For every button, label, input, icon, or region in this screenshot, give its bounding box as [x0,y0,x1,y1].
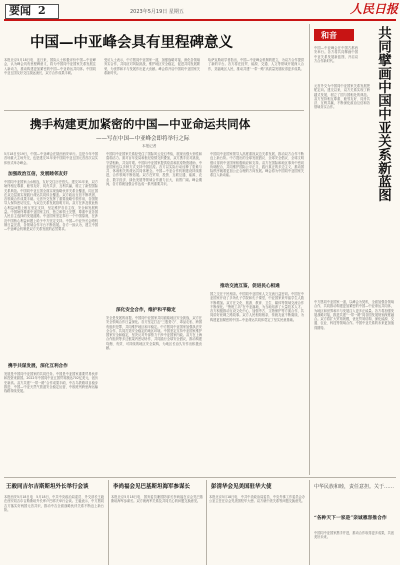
feature-body: 中国同中亚国家领导人高度重视双边关系发展，推动双方合作不断迈上新台阶。中方提出的全球发展倡议、全球安全倡议、全球文明倡议得到中亚国家积极响应和支持。双方在国际和地区事务中密切协调配合，共同维护国际公平正义，践行真正的多边主义，推动国际秩序朝着更加公正合理的方向发展。峰会将为中国同中亚国家关系注入新动能。 [210,152,304,178]
section-label: 要闻 [9,4,31,17]
feature-subhead: 深化安全合作，维护和平稳定 [116,308,176,313]
top-article [4,24,304,108]
feature-article [4,112,304,475]
bottom-divider [4,477,396,478]
feature-title: 携手构建更加紧密的中国—中亚命运共同体 [30,117,251,131]
bottom-article [111,479,203,565]
feature-subtitle: ——写在中国—中亚峰会即将举行之际 [96,136,190,142]
feature-body: 国之交在于民相亲。中国同中亚国家人文交流日益密切。中国在中亚国家开设了多所孔子学院和孔子课堂，中亚国家来华留学生人数不断增加。双方在文化、旅游、教育、卫生、媒体等领域交流合作不断深化。“鲁班工坊”在中亚落地，为当地培养了大量技术人才。各方积极推动互设文化中心，加强考古、文物保护等方面合作，共同讲好丝绸之路故事。双方人民相知相亲，传统友谊不断赓续，为构建更加紧密的中国—中亚命运共同体奠定了坚实民意基础。 [210,292,304,322]
masthead-date: 2023年5月19日 星期五 [130,9,184,15]
sidebar-title: 共同擘画中国中亚关系新蓝图 [375,26,391,202]
bottom-article [4,479,104,565]
divider [309,480,310,565]
top-headline: 中国—中亚峰会具有里程碑意义 [30,34,233,51]
divider [206,480,207,565]
bottom-body: 本报北京5月18日电 国务委员兼国防部长李尚福在京会见巴基斯坦海军参谋长。双方就两军关系及共同关心的问题交换意见。 [111,495,203,504]
feature-subhead: 推动交流互鉴，促进民心相通 [220,284,280,289]
feature-body: 安全是发展的前提。中国同中亚国家共同面临地区安全挑战，双方在安全领域合作日益深化。各方坚定打击“三股势力”、毒品走私、跨国有组织犯罪，共同维护地区和平稳定。中方愿同中亚国家加强执法安全合作，共同打造安全稳定的地区环境。中国坚定支持中亚国家维护国家安全和稳定，坚决反对外部势力干涉中亚国家内政。双方在上海合作组织等多边框架内密切协作，共同践行全球安全倡议，推动构建均衡、有效、可持续的地区安全架构，为地区长治久安作出积极贡献。 [106,316,202,351]
bottom-body: 本报西安5月18日电 5月18日，中共中央政治局委员、外交部长王毅在西安同吉尔吉斯斯坦外长库卢巴耶夫举行会谈。王毅表示，中方愿同吉方落实好两国元首共识，推动中吉全面战略伙伴关系不断迈上新台阶。 [4,495,104,512]
divider [108,480,109,565]
sidebar-body: 元首外交为中国同中亚国家关系发展把舵定向。建交以来，双方关系实现了跨越式发展，树立了国与国相处的典范。双方坚持相互尊重、睦邻友好、同舟共济、互利共赢，不断深化政治互信和各领域务实合作。 [314,84,370,110]
sidebar-intro: 中国—中亚峰会在中国古都西安举行。各方将共同擘画中国中亚关系发展新蓝图，开启双方合作新时代。 [314,46,358,63]
feature-body: 5月18日至19日，中国—中亚峰会在陕西西安举行。这是今年中国首场重大主场外交，也是建交31年来中国同中亚五国元首首次以实体形式举办峰会。 [4,152,98,165]
feature-body: 中国同中亚国家山水相连，友好交往历史悠久。建交31年来，双方始终相互尊重、睦邻友好、同舟共济、互利共赢，树立了新型国际关系典范。中国同中亚五国全面实现战略伙伴关系全覆盖，同五国在双边层面实现践行命运共同体全覆盖。双方政治互信不断巩固，各领域合作成果丰硕。元首外交发挥了重要战略引领作用，各国领导人保持密切交往，为双边关系发展指明方向。双方在涉及彼此核心利益问题上相互坚定支持，坚定维护各自主权、安全和发展利益。中国始终尊重中亚国家主权、独立和领土完整，尊重中亚各国人民自主选择的发展道路。中亚国家坚定奉行一个中国原则，在涉及中国核心利益问题上给予中方坚定支持。中国—中亚外长会晤机制日益完善，各领域合作平台不断拓展。各方一致认为，建立中国—中亚峰会机制是双方关系发展的必然要求。 [4,180,98,232]
top-article-body: 受访人士表示，中方愿同中亚国家一道，加强战略对接，深化各领域务实合作，共同应对风险挑战，维护地区安全稳定，促进共同发展繁荣，为世界和平与发展作出更大贡献。峰会将开启中国同中亚国家关系新时代。 [104,58,200,75]
masthead [0,0,400,22]
bottom-body: 本报北京5月18日电 中共中央政治局委员、中央外事工作委员会办公室主任在京会见美国驻华大使。双方就中美关系等问题交换意见。 [209,495,305,504]
sidebar-divider [309,24,310,475]
sidebar-tag: 和音 [321,30,337,40]
newspaper-logo: 人民日报 [350,2,399,16]
feature-subhead: 携手共谋发展，深化互利合作 [8,364,68,369]
bottom-headline: 彭清华会见美国驻华大使 [211,484,272,490]
bottom-headline: 李尚福会见巴基斯坦海军参谋长 [113,484,191,490]
bottom-article [209,479,305,565]
feature-subhead: 加强政治互信，发展睦邻友好 [8,172,68,177]
sidebar-body: 中方愿同中亚国家一道，以峰会为契机，全面加强各领域合作，共同推动构建更加紧密的中国—中亚命运共同体，为地区和世界和平与发展注入更多正能量。各方将加强发展战略对接，推进共建“一带一路”同各国发展规划深度融合。双方将扩大贸易规模，优化贸易结构，深化能源、交通、农业、科技等领域合作。中国中亚关系的未来更加值得期待。 [314,300,394,330]
sidebar [312,24,396,475]
side-quote-block [312,479,396,565]
bottom-body: 中国同中亚国家携手并进，推动合作取得更多成果，共创美好未来。 [314,531,394,540]
feature-body: 发展是中国同中亚国家的共同任务。中国是中亚国家重要贸易伙伴和投资来源国。2022年中国同中亚五国贸易额达702亿美元，创历史新高。双方共建“一带一路”合作成果丰硕，中吉乌铁路项目稳步推进，中国—中亚天然气管道安全稳定运营，中欧班列跨里海运输线路持续发展。 [4,372,98,394]
side-quote: 中华民族和睦，责任意担。关于…… [314,484,395,490]
top-article-body: 哈萨克斯坦学者指出，中国—中亚峰会机制的建立，为双方合作提供了新的平台。各方将在经贸、能源、交通、人文等领域开展深入合作，造福地区人民，推动共建“一带一路”高质量发展取得更多成果。 [208,58,304,71]
masthead-rule [4,19,396,21]
feature-body: 中国同中亚国家关系经受住了国际风云变幻考验，展现出强大韧性和蓬勃活力。面对百年变局和世纪疫情交织叠加，双方携手应对挑战，守望相助，共克时艰。中国向中亚国家提供疫苗和抗疫物资援助，中亚国家也以多种方式支持中国抗疫。各方以实际行动诠释了患难与共、休戚相关的命运共同体理念。中国—中亚合作机制建设持续推进，合作领域不断拓展。双方在贸易、投资、互联互通、能源、农业、数字经济、绿色发展等领域合作潜力巨大，前景广阔。峰会期间，各方将就加强合作达成一系列重要共识。 [106,152,202,187]
sidebar-footer-title: “各种天下一家是”亲诚惠容推合作 [314,515,387,521]
divider [4,110,304,111]
feature-byline: 本报记者 [142,144,157,148]
page-number: 2 [38,4,46,17]
top-article-body: 本报北京5月18日电 连日来，国际人士积极评价中国—中亚峰会，认为峰会具有里程碑意义，将为中国同中亚国家关系发展注入新动力，推动构建更加紧密的中国—中亚命运共同体。中国同中亚五国友好交往源远流长，双方合作成果丰硕。 [4,58,96,75]
bottom-headline: 王毅同吉尔吉斯斯坦外长举行会谈 [6,484,89,490]
